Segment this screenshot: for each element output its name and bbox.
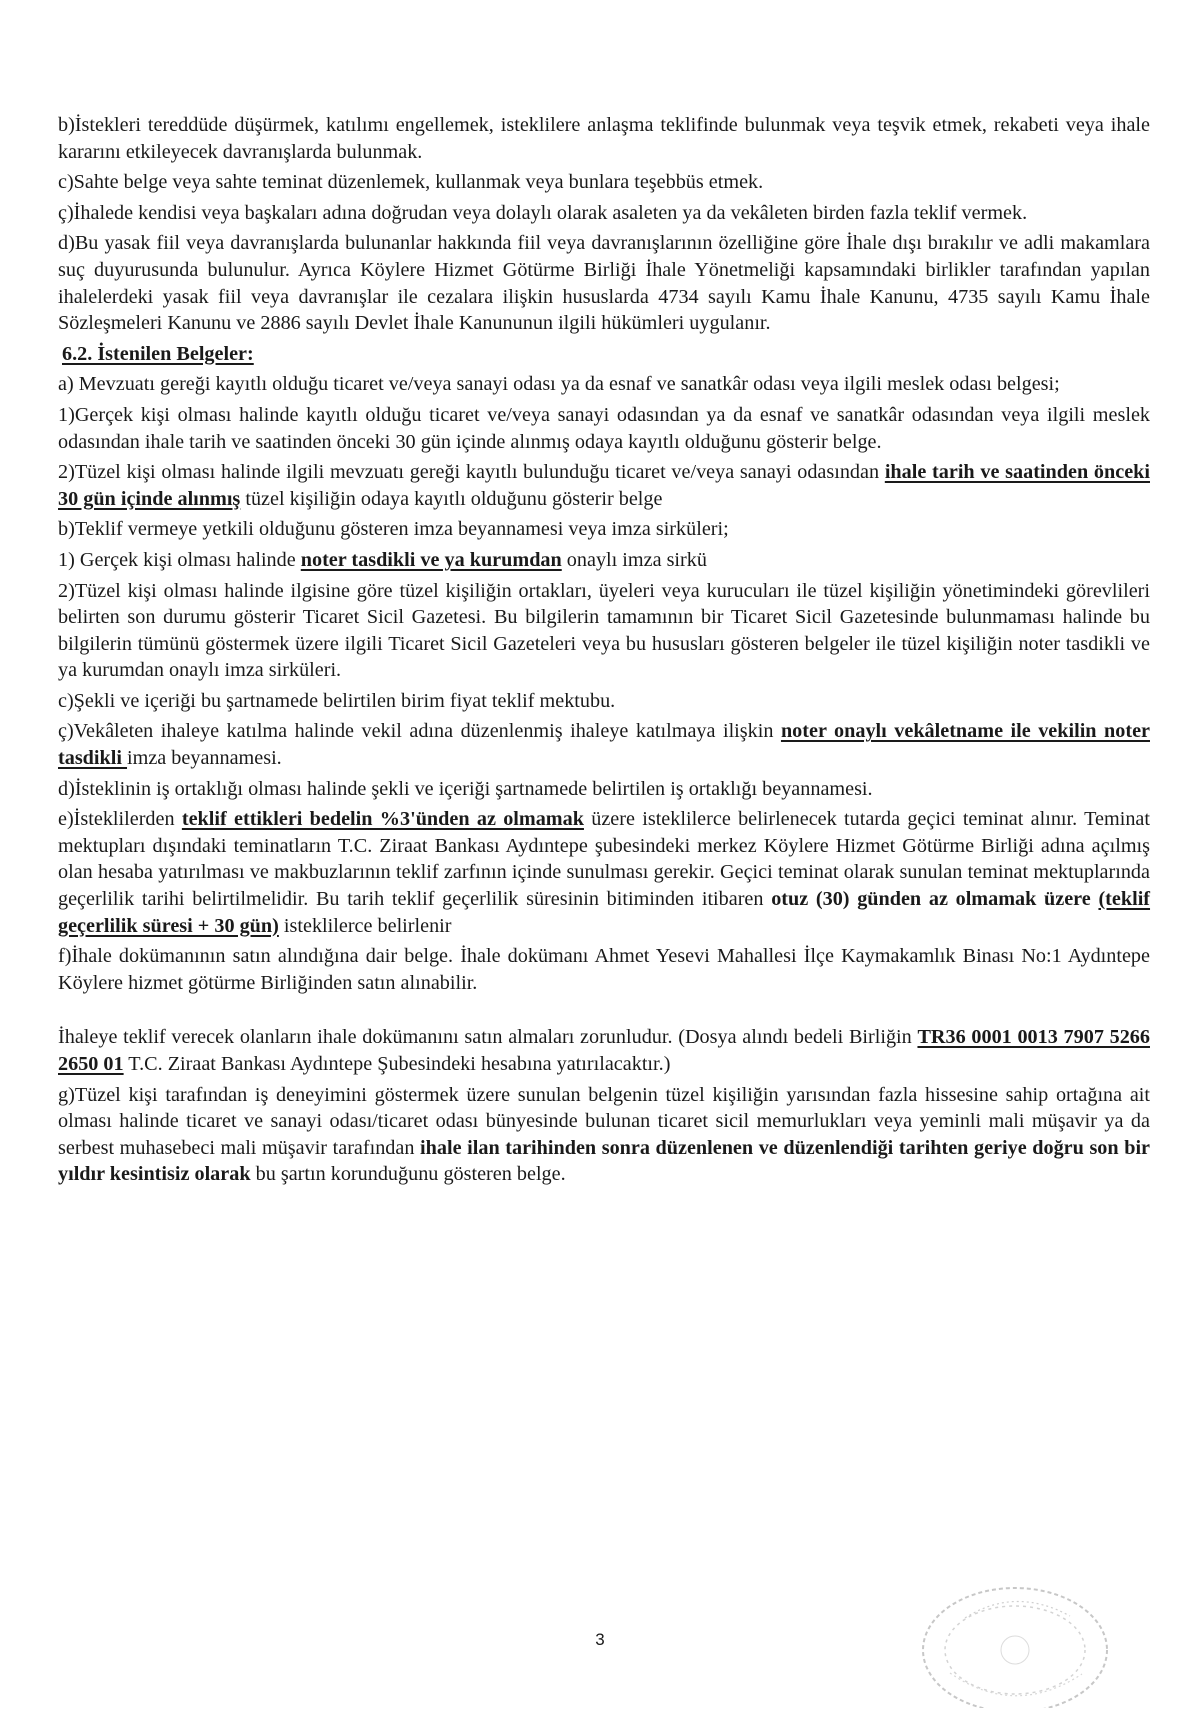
paragraph-e xyxy=(58,806,1150,939)
underlined-text: teklif ettikleri bedelin %3'ünden az olmamak xyxy=(181,808,584,831)
official-stamp-seal xyxy=(910,1578,1120,1708)
underlined-text: noter tasdikli ve ya kurumdan xyxy=(300,548,562,571)
text-segment: 2)Tüzel kişi olması halinde ilgili mevzuatı gereği kayıtlı bulunduğu ticaret ve/veya sanayi odasından xyxy=(58,461,885,484)
text-segment: İhaleye teklif verecek olanların ihale dokümanını satın almaları zorunludur. (Dosya alındı bedeli Birliğin xyxy=(58,1026,918,1049)
bold-text: ihale ilan tarihinden sonra düzenlenen ve düzenlendiği tarihten geriye doğru son bir yıldır kesintisiz olarak xyxy=(58,1136,1151,1186)
paragraph-c2: c)Şekli ve içeriği bu şartnamede belirtilen birim fiyat teklif mektubu. xyxy=(58,689,616,712)
paragraph-c: c)Sahte belge veya sahte teminat düzenlemek, kullanmak veya bunlara teşebbüs etmek. xyxy=(58,171,764,194)
paragraph-d2: d)İsteklinin iş ortaklığı olması halinde şekli ve içeriği şartnamede belirtilen iş ortaklığı beyannamesi. xyxy=(58,777,873,800)
document-body xyxy=(58,112,1150,1192)
paragraph-d: d)Bu yasak fiil veya davranışlarda bulunanlar hakkında fiil veya davranışlarının özelliğine göre İhale dışı bırakılır ve adli makamlara suç duyurusunda bulunulur. Ayrıca Köylere Hizmet Götürme Birliği İhale Yönetmeliği kapsamındaki birlikler tarafından yapılan ihalelerdeki yasak fiil veya davranışlar ile cezalara ilişkin hususlarda 4734 sayılı Kamu İhale Kanunu, 4735 sayılı Kamu İhale Sözleşmeleri Kanunu ve 2886 sayılı Devlet İhale Kanununun ilgili hükümleri uygulanır. xyxy=(58,232,1150,335)
text-segment: g)Tüzel kişi tarafından iş deneyimini göstermek üzere sunulan belgenin tüzel kişiliğin yarısından fazla hissesine sahip ortağına ait olması halinde ticaret ve sanayi odası/ticaret odası bünyesinde bulunan ticaret sicil memurlukları veya yeminli mali müşavir ya da serbest muhasebeci mali müşavir tarafından xyxy=(58,1083,1150,1159)
paragraph-b2-2: 2)Tüzel kişi olması halinde ilgisine göre tüzel kişiliğin ortakları, üyeleri veya kurucuları ile tüzel kişiliğin yönetimindeki görevlileri belirten son durumu gösterir Ticaret Sicil Gazetesi. Bu bilgilerin tamamının bir Ticaret Sicil Gazetesinde bulunmaması halinde bu bilgilerin tümünü göstermek üzere ilgili Ticaret Sicil Gazeteleri veya bu hususları gösteren belgeler ile tüzel kişiliğin noter tasdikli ve ya kurumdan onaylı imza sirküleri. xyxy=(58,579,1150,682)
section-heading xyxy=(58,341,1150,368)
paragraph-b2-1 xyxy=(58,547,1150,574)
underlined-text: ihale tarih ve saatinden önceki 30 gün içinde alınmış xyxy=(58,461,1150,510)
section-heading-text: 6.2. İstenilen Belgeler: xyxy=(62,342,254,365)
text-segment: T.C. Ziraat Bankası Aydıntepe Şubesindeki hesabına yatırılacaktır.) xyxy=(123,1053,671,1075)
iban-number: TR36 0001 0013 7907 5266 2650 01 xyxy=(58,1026,1150,1075)
paragraph-a2 xyxy=(58,459,1150,512)
text-segment: 1) Gerçek kişi olması halinde xyxy=(58,548,301,571)
bold-text: otuz (30) günden az olmamak üzere xyxy=(771,888,1091,911)
page-number: 3 xyxy=(595,1630,605,1649)
paragraph-note xyxy=(58,1024,1150,1077)
underlined-text: noter onaylı vekâletname ile vekilin noter tasdikli xyxy=(58,720,1150,770)
paragraph-b: b)İstekleri tereddüde düşürmek, katılımı engellemek, isteklilere anlaşma teklifinde bulunmak veya teşvik etmek, rekabeti veya ihale kararını etkileyecek davranışlarda bulunmak. xyxy=(58,114,1150,163)
paragraph-cc: ç)İhalede kendisi veya başkaları adına doğrudan veya dolaylı olarak asaleten ya da vekâleten birden fazla teklif vermek. xyxy=(58,201,1028,224)
text-segment: onaylı imza sirkü xyxy=(561,548,707,571)
text-segment: imza beyannamesi. xyxy=(127,747,282,770)
paragraph-b2: b)Teklif vermeye yetkili olduğunu gösteren imza beyannamesi veya imza sirküleri; xyxy=(58,518,729,541)
text-segment: isteklilerce belirlenir xyxy=(278,914,452,937)
paragraph-g xyxy=(58,1082,1150,1188)
paragraph-f: f)İhale dokümanının satın alındığına dair belge. İhale dokümanı Ahmet Yesevi Mahallesi İlçe Kaymakamlık Binası No:1 Aydıntepe Köylere hizmet götürme Birliğinden satın alınabilir. xyxy=(58,945,1150,994)
text-segment: bu şartın korunduğunu gösteren belge. xyxy=(250,1163,566,1186)
paragraph-a1: 1)Gerçek kişi olması halinde kayıtlı olduğu ticaret ve/veya sanayi odasından ya da esnaf ve sanatkâr odasından veya ilgili meslek odasından ihale tarih ve saatinden önceki 30 gün içinde alınmış odaya kayıtlı olduğunu gösterir belge. xyxy=(58,403,1150,453)
text-segment: ç)Vekâleten ihaleye katılma halinde vekil adına düzenlenmiş ihaleye katılmaya ilişkin xyxy=(58,720,781,743)
text-segment: e)İsteklilerden xyxy=(58,808,182,831)
text-segment: tüzel kişiliğin odaya kayıtlı olduğunu gösterir belge xyxy=(240,487,663,510)
paragraph-a: a) Mevzuatı gereği kayıtlı olduğu ticaret ve/veya sanayi odası ya da esnaf ve sanatkâr odası veya ilgili meslek odası belgesi; xyxy=(58,373,1060,396)
text-segment: üzere isteklilerce belirlenecek tutarda geçici teminat alınır. Teminat mektupları dışındaki teminatların T.C. Ziraat Bankası Aydıntepe şubesindeki merkez Köylere Hizmet Götürme Birliği adına açılmış olan hesaba yatırılması ve makbuzlarının teklif zarfının içinde sunulması gerekir. Geçici teminat olarak sunulan teminat mektuplarında geçerlilik tarihi belirtilmelidir. Bu tarih teklif geçerlilik süresinin bitiminden itibaren xyxy=(58,808,1150,911)
underlined-text: (teklif geçerlilik süresi + 30 gün) xyxy=(58,888,1151,937)
paragraph-cc2 xyxy=(58,718,1150,771)
